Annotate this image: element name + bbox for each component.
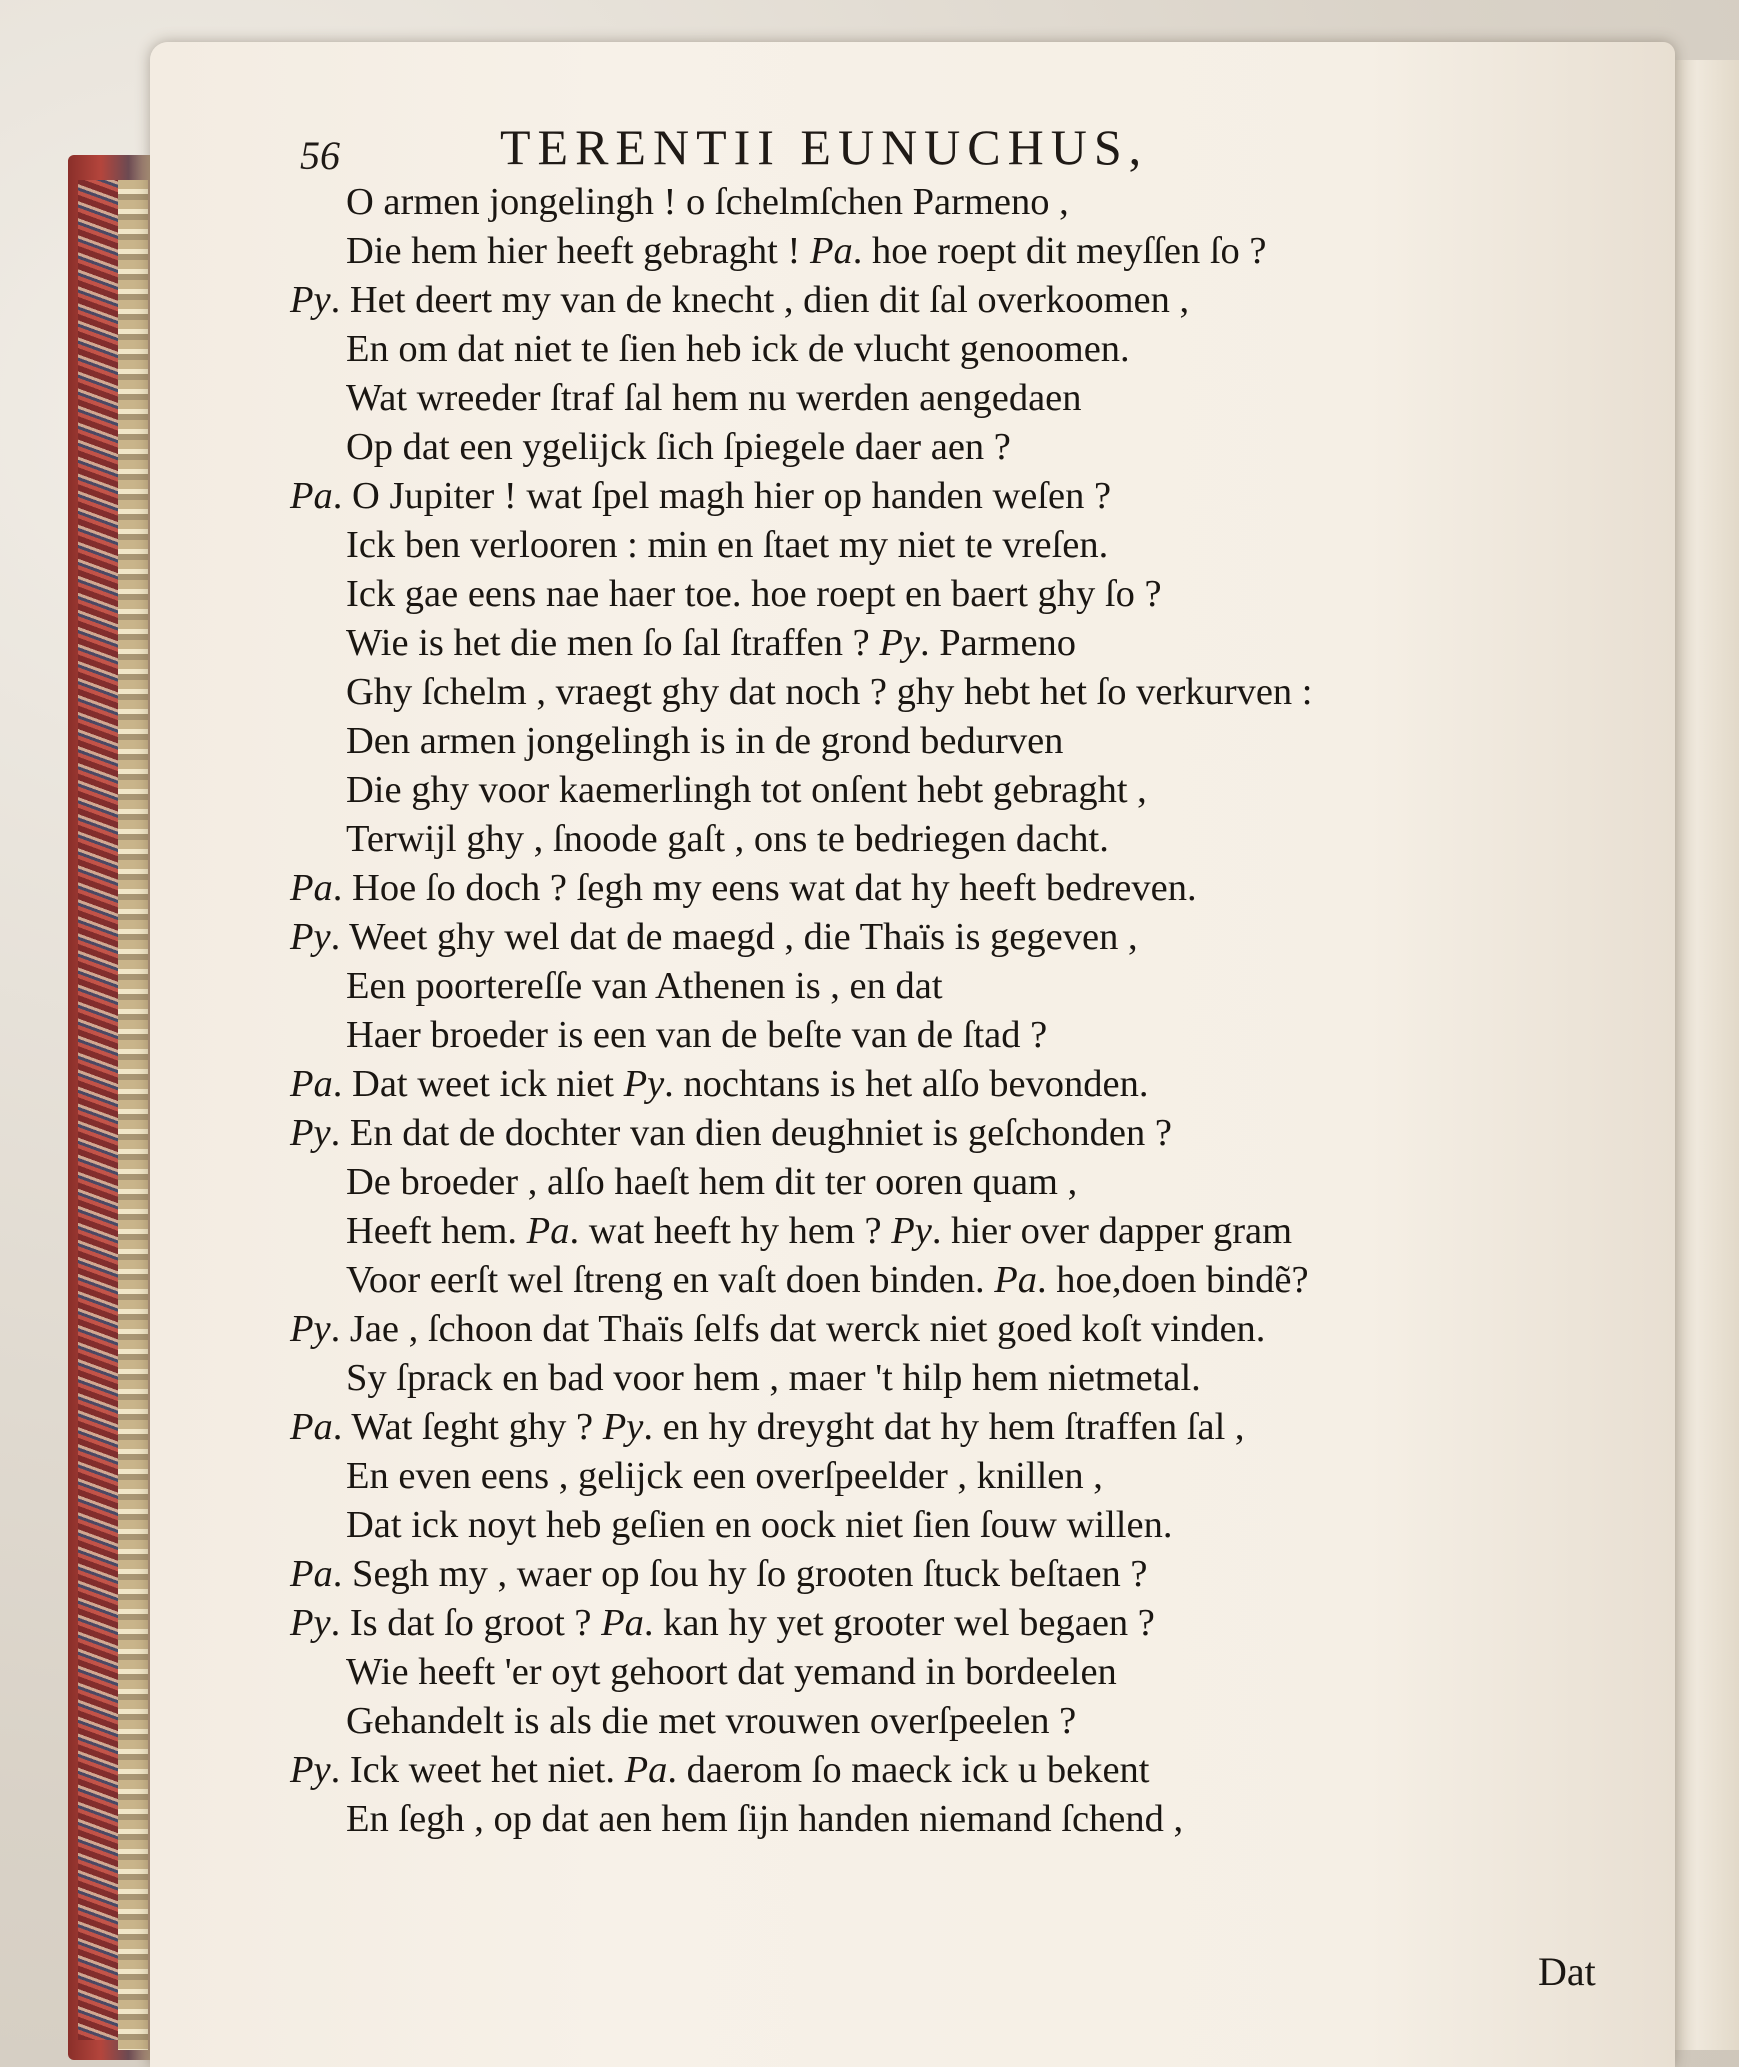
speaker-label: Pa [290,1406,333,1448]
line-text: Wie heeft 'er oyt gehoort dat yemand in bordeelen [346,1651,1117,1693]
speaker-label: Py [891,1210,932,1252]
verse-line [290,1403,1610,1452]
line-text: Haer broeder is een van de beſte van de ſtad ? [346,1014,1048,1056]
line-text: Ghy ſchelm , vraegt ghy dat noch ? ghy hebt het ſo verkurven : [346,671,1313,713]
line-text: . nochtans is het alſo bevonden. [664,1063,1149,1105]
line-text: . Het deert my van de knecht , dien dit ſal overkoomen , [330,279,1190,321]
line-text: . kan hy yet grooter wel begaen ? [643,1602,1155,1644]
verse-line [290,1158,1610,1207]
verse-line [290,1501,1610,1550]
verse-line [290,1256,1610,1305]
line-text: . wat heeft hy hem ? [569,1210,892,1252]
line-text: En even eens , gelijck een overſpeelder , knillen , [346,1455,1103,1497]
line-text: Wat wreeder ſtraf ſal hem nu werden aengedaen [346,377,1082,419]
line-text: Ick ben verlooren : min en ſtaet my niet te vreſen. [346,524,1109,566]
verse-line [290,1305,1610,1354]
line-text: . en hy dreyght dat hy hem ſtraffen ſal , [643,1406,1245,1448]
speaker-label: Pa [624,1749,668,1791]
speaker-label: Pa [994,1259,1038,1301]
speaker-label: Py [290,1749,331,1791]
line-text: Sy ſprack en bad voor hem , maer 't hilp hem nietmetal. [346,1357,1201,1399]
verse-line [290,668,1610,717]
verse-line [290,1452,1610,1501]
line-text: . O Jupiter ! wat ſpel magh hier op handen weſen ? [332,475,1112,517]
verse-line [290,1697,1610,1746]
line-text: Dat ick noyt heb geſien en oock niet ſien ſouw willen. [346,1504,1173,1546]
gilt-page-edges [118,180,148,2050]
line-text: En om dat niet te ſien heb ick de vlucht genoomen. [346,328,1130,370]
line-text: . Parmeno [919,622,1077,664]
verse-line [290,1648,1610,1697]
verse-line [290,374,1610,423]
verse-line [290,521,1610,570]
speaker-label: Py [290,916,331,958]
line-text: De broeder , alſo haeſt hem dit ter ooren quam , [346,1161,1078,1203]
line-text: O armen jongelingh ! o ſchelmſchen Parmeno , [346,181,1069,223]
verse-line [290,570,1610,619]
verse-line [290,619,1610,668]
verse-line [290,1354,1610,1403]
verse-line [290,472,1610,521]
line-text: . Wat ſeght ghy ? [332,1406,603,1448]
verse-line [290,864,1610,913]
verse-line [290,1060,1610,1109]
line-text: Heeft hem. [346,1210,527,1252]
line-text: . Ick weet het niet. [330,1749,625,1791]
line-text: . Hoe ſo doch ? ſegh my eens wat dat hy heeft bedreven. [332,867,1197,909]
line-text: Die hem hier heeft gebraght ! [346,230,810,272]
line-text: . Is dat ſo groot ? [330,1602,602,1644]
speaker-label: Pa [526,1210,570,1252]
line-text: . hoe,doen bindẽ? [1037,1259,1309,1301]
speaker-label: Py [290,1602,331,1644]
line-text: . Segh my , waer op ſou hy ſo grooten ſtuck beſtaen ? [332,1553,1148,1595]
line-text: Die ghy voor kaemerlingh tot onſent hebt gebraght , [346,769,1147,811]
verse-line [290,325,1610,374]
verse-line [290,962,1610,1011]
line-text: En ſegh , op dat aen hem ſijn handen niemand ſchend , [346,1798,1184,1840]
page-number: 56 [300,133,340,178]
verse-line [290,227,1610,276]
line-text: . daerom ſo maeck ick u bekent [667,1749,1150,1791]
speaker-label: Pa [290,1553,333,1595]
verse-line [290,276,1610,325]
line-text: Den armen jongelingh is in de grond bedurven [346,720,1064,762]
line-text: . Weet ghy wel dat de maegd , die Thaïs is gegeven , [330,916,1138,958]
speaker-label: Py [879,622,920,664]
line-text: Gehandelt is als die met vrouwen overſpeelen ? [346,1700,1077,1742]
verse-line [290,766,1610,815]
speaker-label: Pa [809,230,853,272]
verse-line [290,1795,1610,1844]
speaker-label: Pa [601,1602,644,1644]
speaker-label: Py [290,1112,331,1154]
facing-page-edge [1669,60,1739,2050]
running-head: TERENTII EUNUCHUS, [500,119,1149,175]
line-text: Ick gae eens nae haer toe. hoe roept en baert ghy ſo ? [346,573,1162,615]
verse-line [290,717,1610,766]
line-text: . Jae , ſchoon dat Thaïs ſelfs dat werck niet goed koſt vinden. [330,1308,1266,1350]
speaker-label: Pa [290,1063,333,1105]
catchword: Dat [1538,1949,1596,1994]
speaker-label: Pa [290,475,333,517]
verse-line [290,913,1610,962]
line-text: Voor eerſt wel ſtreng en vaſt doen binden. [346,1259,995,1301]
line-text: . hier over dapper gram [931,1210,1293,1252]
line-text: Terwijl ghy , ſnoode gaſt , ons te bedriegen dacht. [346,818,1109,860]
verse-text [290,178,1610,1844]
speaker-label: Py [290,279,331,321]
verse-line [290,178,1610,227]
speaker-label: Py [623,1063,665,1105]
verse-line [290,1746,1610,1795]
line-text: Een poortereſſe van Athenen is , en dat [346,965,943,1007]
line-text: Op dat een ygelijck ſich ſpiegele daer aen ? [346,426,1011,468]
line-text: Wie is het die men ſo ſal ſtraffen ? [346,622,880,664]
speaker-label: Py [602,1406,644,1448]
verse-line [290,1109,1610,1158]
verse-line [290,1599,1610,1648]
verse-line [290,1011,1610,1060]
verse-line [290,1207,1610,1256]
verse-line [290,1550,1610,1599]
line-text: . En dat de dochter van dien deughniet is geſchonden ? [330,1112,1172,1154]
verse-line [290,815,1610,864]
speaker-label: Pa [290,867,333,909]
speaker-label: Py [290,1308,331,1350]
verse-line [290,423,1610,472]
line-text: . Dat weet ick niet [332,1063,624,1105]
marbled-edge [78,180,120,2040]
line-text: . hoe roept dit meyſſen ſo ? [852,230,1267,272]
